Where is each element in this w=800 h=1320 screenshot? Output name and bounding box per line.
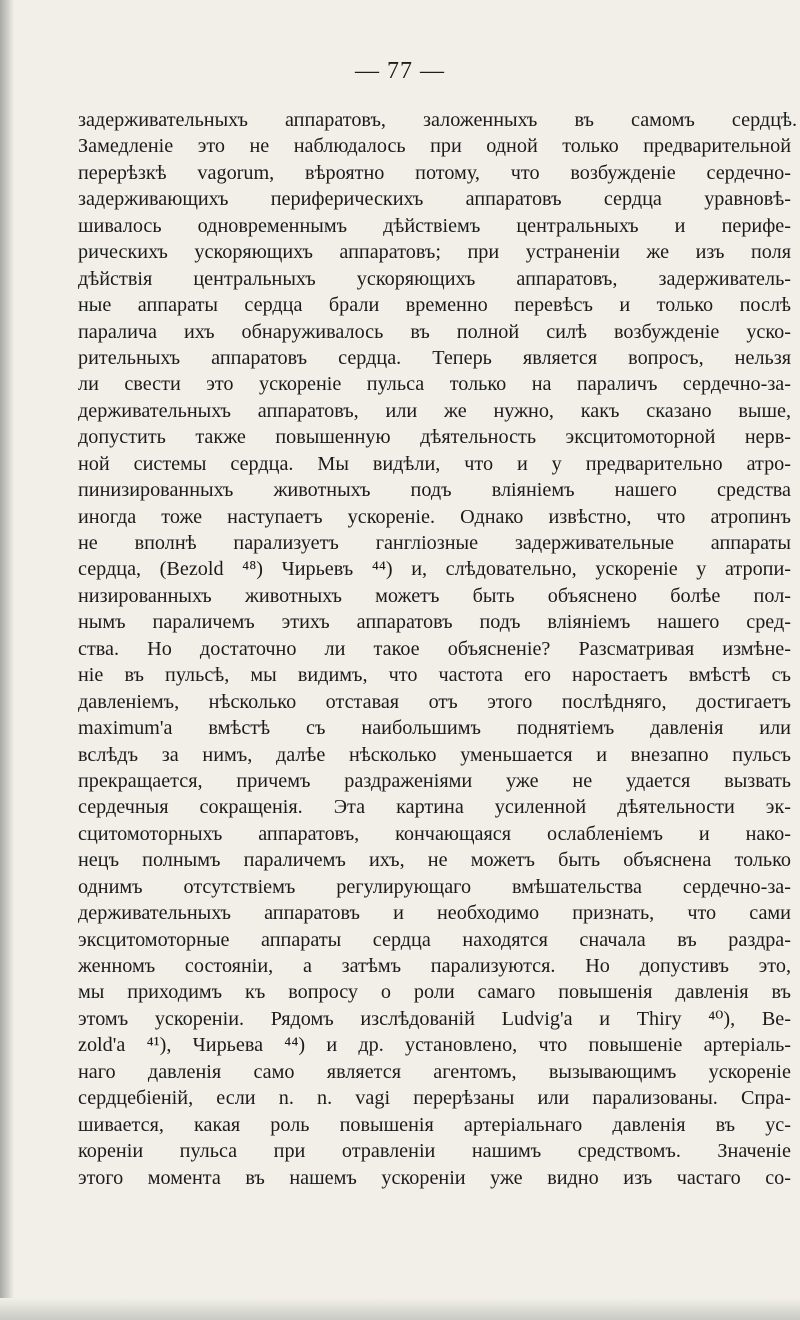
text-line: эксцитомоторные аппараты сердца находятся сначала въ раздра- (78, 928, 791, 951)
text-line: однимъ отсутствіемъ регулирующаго вмѣшательства сердечно-за- (78, 875, 791, 898)
text-line: иногда тоже наступаетъ ускореніе. Однако извѣстно, что атропинъ (78, 505, 791, 528)
text-line: ные аппараты сердца брали временно перевѣсъ и только послѣ (78, 294, 791, 317)
text-line: давленіемъ, нѣсколько отставая отъ этого послѣдняго, достигаетъ (78, 690, 791, 713)
text-line: не вполнѣ парализуетъ гангліозные задерживательные аппараты (78, 532, 791, 554)
text-line: maximum'а вмѣстѣ съ наибольшимъ поднятіемъ давленія или (78, 717, 791, 740)
text-line: сцитомоторныхъ аппаратовъ, кончающаяся ослабленіемъ и нако- (78, 822, 791, 845)
text-line: держивательныхъ аппаратовъ и необходимо признать, что сами (78, 902, 791, 925)
text-line: вслѣдъ за нимъ, далѣе нѣсколько уменьшается и внезапно пульсъ (78, 743, 791, 766)
text-line: шивалось одновременнымъ дѣйствіемъ центральныхъ и перифе- (78, 214, 791, 237)
text-line: ной системы сердца. Мы видѣли, что и у предварительно атро- (78, 452, 791, 475)
text-line: рическихъ ускоряющихъ аппаратовъ; при устраненіи же изъ поля (78, 241, 791, 264)
body-text (78, 107, 796, 1191)
text-line: перерѣзкѣ vagorum, вѣроятно потому, что возбужденіе сердечно- (78, 161, 791, 184)
text-line: задерживательныхъ аппаратовъ, заложенныхъ въ самомъ сердцѣ. (78, 109, 797, 131)
text-line: шивается, какая роль повышенія артеріальнаго давленія въ ус- (78, 1113, 791, 1136)
page-number: — 77 — (355, 58, 445, 84)
text-line: сердечныя сокращенія. Эта картина усиленной дѣятельности эк- (78, 796, 791, 819)
text-line: нымъ параличемъ этихъ аппаратовъ подъ вліяніемъ нашего сред- (78, 611, 791, 634)
text-line: держивательныхъ аппаратовъ, или же нужно, какъ сказано выше, (78, 399, 791, 422)
text-line: кореніи пульса при отравленіи нашимъ средствомъ. Значеніе (78, 1140, 791, 1163)
text-line: ніе въ пульсѣ, мы видимъ, что частота его наростаетъ вмѣстѣ съ (78, 664, 791, 687)
text-line: паралича ихъ обнаруживалось въ полной силѣ возбужденіе уско- (78, 320, 791, 343)
text-line: мы приходимъ къ вопросу о роли самаго повышенія давленія въ (78, 981, 791, 1004)
text-line: рительныхъ аппаратовъ сердца. Теперь является вопросъ, нельзя (78, 346, 791, 369)
text-line: этомъ ускореніи. Рядомъ изслѣдованій Ludvig'а и Thiry ⁴⁰), Be- (78, 1007, 791, 1030)
text-line: дѣйствія центральныхъ ускоряющихъ аппаратовъ, задерживатель- (78, 267, 791, 290)
page-binding-edge (0, 0, 14, 1320)
text-line: прекращается, причемъ раздраженіями уже не удается вызвать (78, 769, 791, 792)
text-line: задерживающихъ периферическихъ аппаратовъ сердца уравновѣ- (78, 188, 791, 211)
text-line: zold'а ⁴¹), Чирьева ⁴⁴) и др. установлено, что повышеніе артеріаль- (78, 1034, 791, 1057)
text-line: ства. Но достаточно ли такое объясненіе? Разсматривая измѣне- (78, 637, 791, 660)
text-line: наго давленія само является агентомъ, вызывающимъ ускореніе (78, 1060, 791, 1083)
text-line: ли свести это ускореніе пульса только на параличъ сердечно-за- (78, 373, 791, 396)
text-line: этого момента въ нашемъ ускореніи уже видно изъ частаго со- (78, 1166, 791, 1189)
text-line: Замедленіе это не наблюдалось при одной только предварительной (78, 135, 791, 158)
text-line: сердца, (Bezold ⁴⁸) Чирьевъ ⁴⁴) и, слѣдовательно, ускореніе у атропи- (78, 558, 791, 581)
text-line: сердцебіеній, если n. n. vagi перерѣзаны или парализованы. Спра- (78, 1087, 791, 1110)
text-line: нецъ полнымъ параличемъ ихъ, не можетъ быть объяснена только (78, 849, 791, 872)
text-line: низированныхъ животныхъ можетъ быть объяснено болѣе пол- (78, 584, 791, 607)
text-line: женномъ состояніи, а затѣмъ парализуются. Но допустивъ это, (78, 955, 791, 977)
text-line: допустить также повышенную дѣятельность эксцитомоторной нерв- (78, 426, 791, 449)
text-line: пинизированныхъ животныхъ подъ вліяніемъ нашего средства (78, 479, 791, 502)
page-bottom-shadow (0, 1298, 800, 1320)
